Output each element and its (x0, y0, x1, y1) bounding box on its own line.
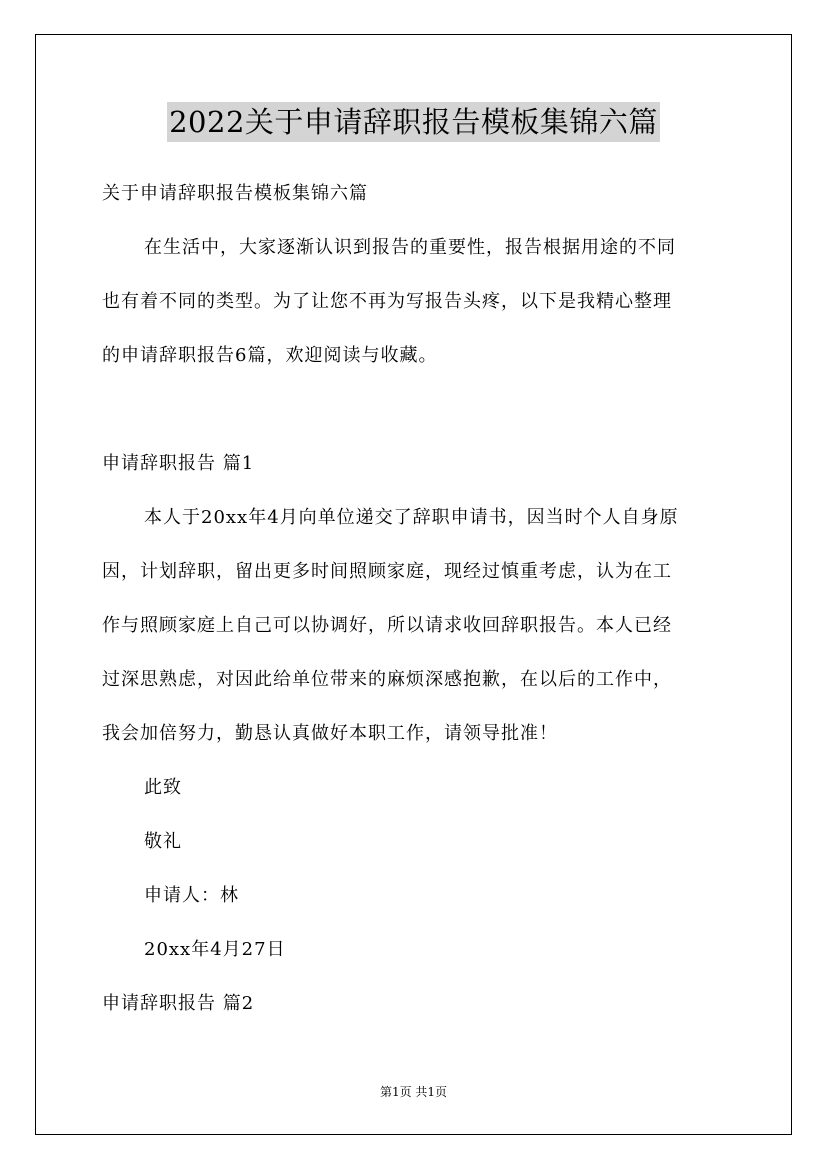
intro-line-2: 也有着不同的类型。为了让您不再为写报告头疼，以下是我精心整理 (102, 291, 672, 312)
section1-body-line-3: 作与照顾家庭上自己可以协调好，所以请求收回辞职报告。本人已经 (102, 615, 672, 636)
section1-salute: 敬礼 (144, 831, 182, 852)
section1-date: 20xx年4月27日 (144, 939, 286, 960)
intro-line-3: 的申请辞职报告6篇，欢迎阅读与收藏。 (102, 345, 438, 366)
title-container (0, 102, 827, 142)
document-title: 2022关于申请辞职报告模板集锦六篇 (167, 102, 660, 142)
intro-line-1: 在生活中，大家逐渐认识到报告的重要性，报告根据用途的不同 (144, 237, 676, 258)
document-subtitle: 关于申请辞职报告模板集锦六篇 (102, 183, 368, 204)
section1-body-line-2: 因，计划辞职，留出更多时间照顾家庭，现经过慎重考虑，认为在工 (102, 561, 672, 582)
section1-applicant: 申请人：林 (144, 885, 239, 906)
page-footer: 第1页 共1页 (379, 1085, 448, 1099)
section1-body-line-5: 我会加倍努力，勤恳认真做好本职工作，请领导批准！ (102, 723, 558, 744)
section1-heading: 申请辞职报告 篇1 (102, 453, 255, 474)
section1-body-line-1: 本人于20xx年4月向单位递交了辞职申请书，因当时个人自身原 (144, 507, 679, 528)
section2-heading: 申请辞职报告 篇2 (102, 993, 255, 1014)
section1-body-line-4: 过深思熟虑，对因此给单位带来的麻烦深感抱歉，在以后的工作中， (102, 669, 672, 690)
section1-closing: 此致 (144, 777, 182, 798)
